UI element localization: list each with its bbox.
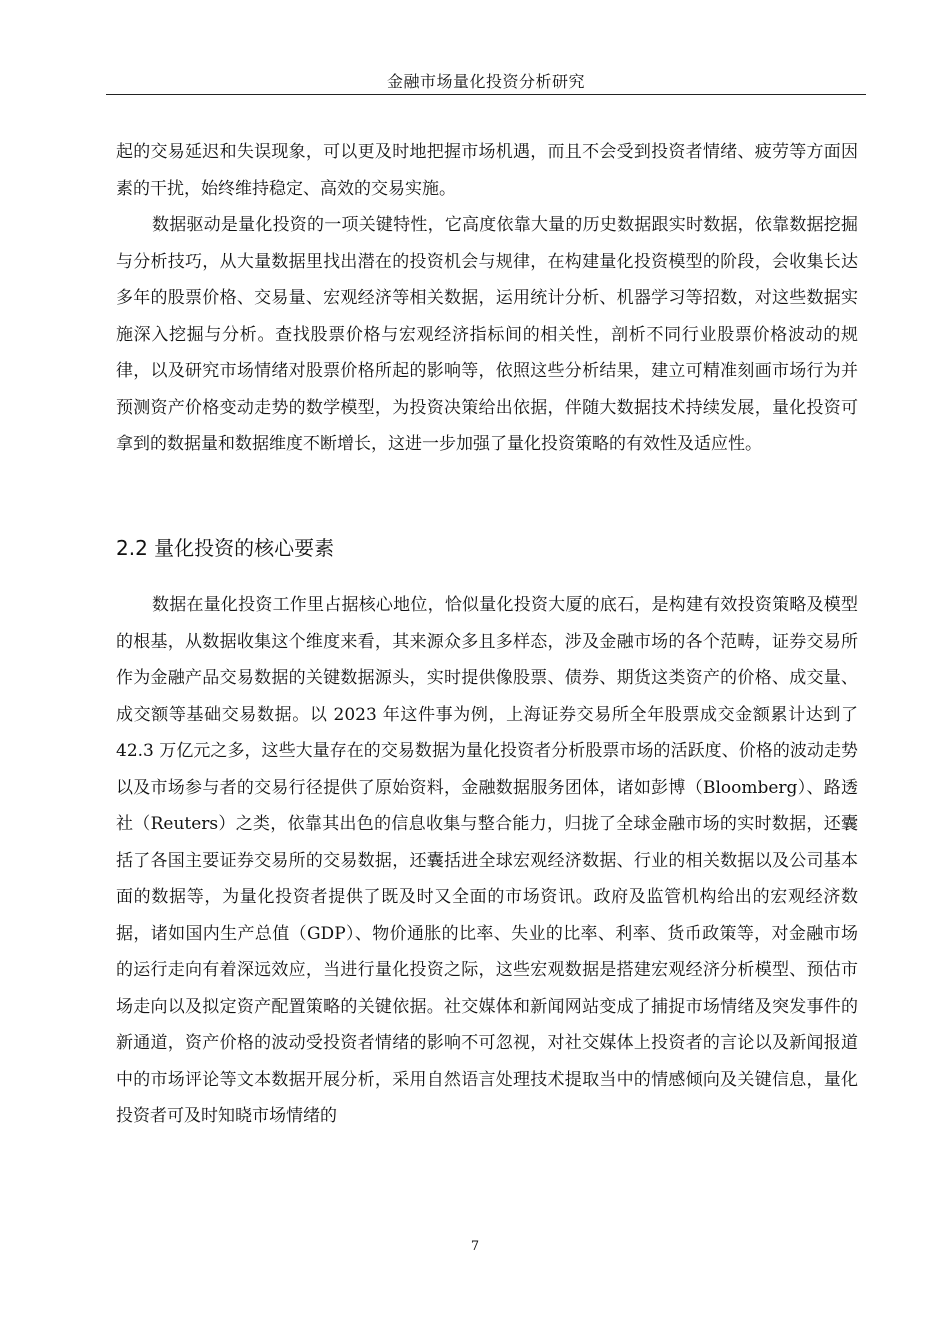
paragraph-data-core: 数据在量化投资工作里占据核心地位，恰似量化投资大厦的底石，是构建有效投资策略及模型的根基，从数据收集这个维度来看，其来源众多且多样态，涉及金融市场的各个范畴，证券交易所作为金融产品交易数据的关键数据源头，实时提供像股票、债券、期货这类资产的价格、成交量、成交额等基础交易数据。以 2023 年这件事为例，上海证券交易所全年股票成交金额累计达到了 42.3 万亿元之多，这些大量存在的交易数据为量化投资者分析股票市场的活跃度、价格的波动走势以及市场参与者的交易行径提供了原始资料，金融数据服务团体，诸如彭博（Bloomberg）、路透社（Reuters）之类，依靠其出色的信息收集与整合能力，归拢了全球金融市场的实时数据，还囊括了各国主要证券交易所的交易数据，还囊括进全球宏观经济数据、行业的相关数据以及公司基本面的数据等，为量化投资者提供了既及时又全面的市场资讯。政府及监管机构给出的宏观经济数据，诸如国内生产总值（GDP）、物价通胀的比率、失业的比率、利率、货币政策等，对金融市场的运行走向有着深远效应，当进行量化投资之际，这些宏观数据是搭建宏观经济分析模型、预估市场走向以及拟定资产配置策略的关键依据。社交媒体和新闻网站变成了捕捉市场情绪及突发事件的新通道，资产价格的波动受投资者情绪的影响不可忽视，对社交媒体上投资者的言论以及新闻报道中的市场评论等文本数据开展分析，采用自然语言处理技术提取当中的情感倾向及关键信息，量化投资者可及时知晓市场情绪的 <box>116 595 858 1126</box>
header-divider <box>106 94 866 95</box>
body-text-block-bottom <box>116 587 858 1135</box>
body-text-block-top <box>116 134 858 463</box>
paragraph-data-driven: 数据驱动是量化投资的一项关键特性，它高度依靠大量的历史数据跟实时数据，依靠数据挖掘与分析技巧，从大量数据里找出潜在的投资机会与规律，在构建量化投资模型的阶段，会收集长达多年的股票价格、交易量、宏观经济等相关数据，运用统计分析、机器学习等招数，对这些数据实施深入挖掘与分析。查找股票价格与宏观经济指标间的相关性，剖析不同行业股票价格波动的规律，以及研究市场情绪对股票价格所起的影响等，依照这些分析结果，建立可精准刻画市场行为并预测资产价格变动走势的数学模型，为投资决策给出依据，伴随大数据技术持续发展，量化投资可拿到的数据量和数据维度不断增长，这进一步加强了量化投资策略的有效性及适应性。 <box>116 215 858 454</box>
page-number: 7 <box>470 1239 480 1254</box>
page-header-title: 金融市场量化投资分析研究 <box>386 72 585 91</box>
section-heading: 2.2 量化投资的核心要素 <box>116 536 335 560</box>
paragraph-continuation: 起的交易延迟和失误现象，可以更及时地把握市场机遇，而且不会受到投资者情绪、疲劳等方面因素的干扰，始终维持稳定、高效的交易实施。 <box>116 142 858 199</box>
